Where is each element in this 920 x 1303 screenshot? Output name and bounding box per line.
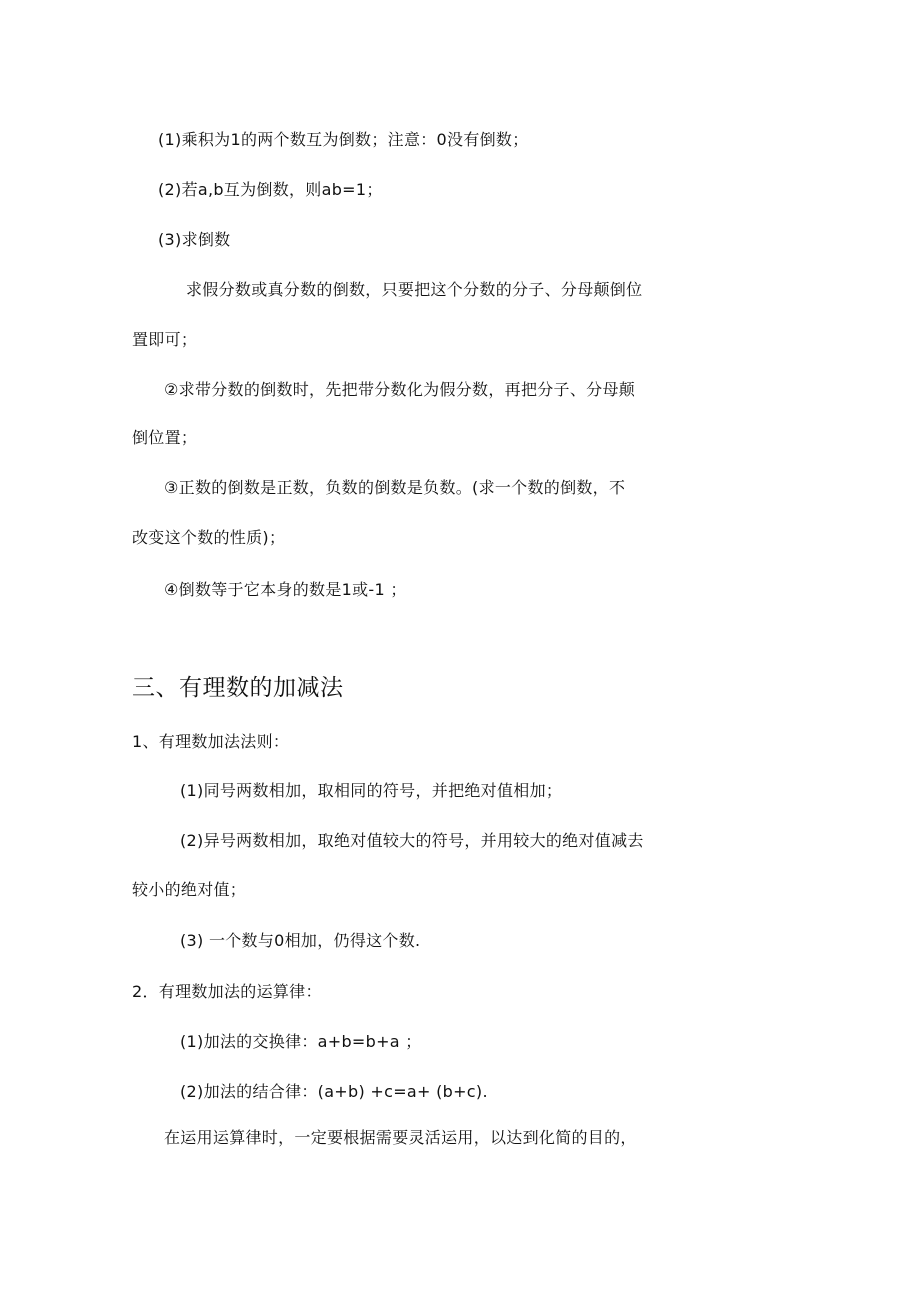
reciprocal-sub-2-line-2: 倒位置； bbox=[132, 428, 198, 447]
associative-law: (2)加法的结合律：(a+b) +c=a+ (b+c). bbox=[180, 1082, 488, 1101]
reciprocal-sub-4: ④倒数等于它本身的数是1或-1 ； bbox=[164, 580, 407, 599]
reciprocal-item-3: (3)求倒数 bbox=[158, 230, 231, 249]
addition-rule-1: (1)同号两数相加，取相同的符号，并把绝对值相加； bbox=[180, 781, 563, 800]
usage-note: 在运用运算律时，一定要根据需要灵活运用，以达到化简的目的， bbox=[164, 1128, 637, 1147]
addition-rule-2-line-2: 较小的绝对值； bbox=[132, 880, 247, 899]
commutative-law: (1)加法的交换律：a+b=b+a ； bbox=[180, 1032, 422, 1051]
addition-rule-3: (3) 一个数与0相加，仍得这个数. bbox=[180, 931, 421, 950]
reciprocal-sub-1-line-1: 求假分数或真分数的倒数，只要把这个分数的分子、分母颠倒位 bbox=[186, 280, 643, 299]
reciprocal-item-1: (1)乘积为1的两个数互为倒数；注意：0没有倒数； bbox=[158, 130, 529, 149]
reciprocal-item-2: (2)若a,b互为倒数，则ab=1； bbox=[158, 180, 383, 199]
addition-rule-2-line-1: (2)异号两数相加，取绝对值较大的符号，并用较大的绝对值减去 bbox=[180, 831, 644, 850]
section-3-title: 三、有理数的加减法 bbox=[132, 675, 344, 701]
addition-laws-heading: 2．有理数加法的运算律： bbox=[132, 982, 322, 1001]
reciprocal-sub-3-line-2: 改变这个数的性质)； bbox=[132, 528, 286, 547]
reciprocal-sub-3-line-1: ③正数的倒数是正数，负数的倒数是负数。(求一个数的倒数，不 bbox=[164, 478, 626, 497]
addition-rule-heading: 1、有理数加法法则： bbox=[132, 732, 290, 751]
reciprocal-sub-1-line-2: 置即可； bbox=[132, 330, 198, 349]
reciprocal-sub-2-line-1: ②求带分数的倒数时，先把带分数化为假分数，再把分子、分母颠 bbox=[164, 380, 636, 399]
